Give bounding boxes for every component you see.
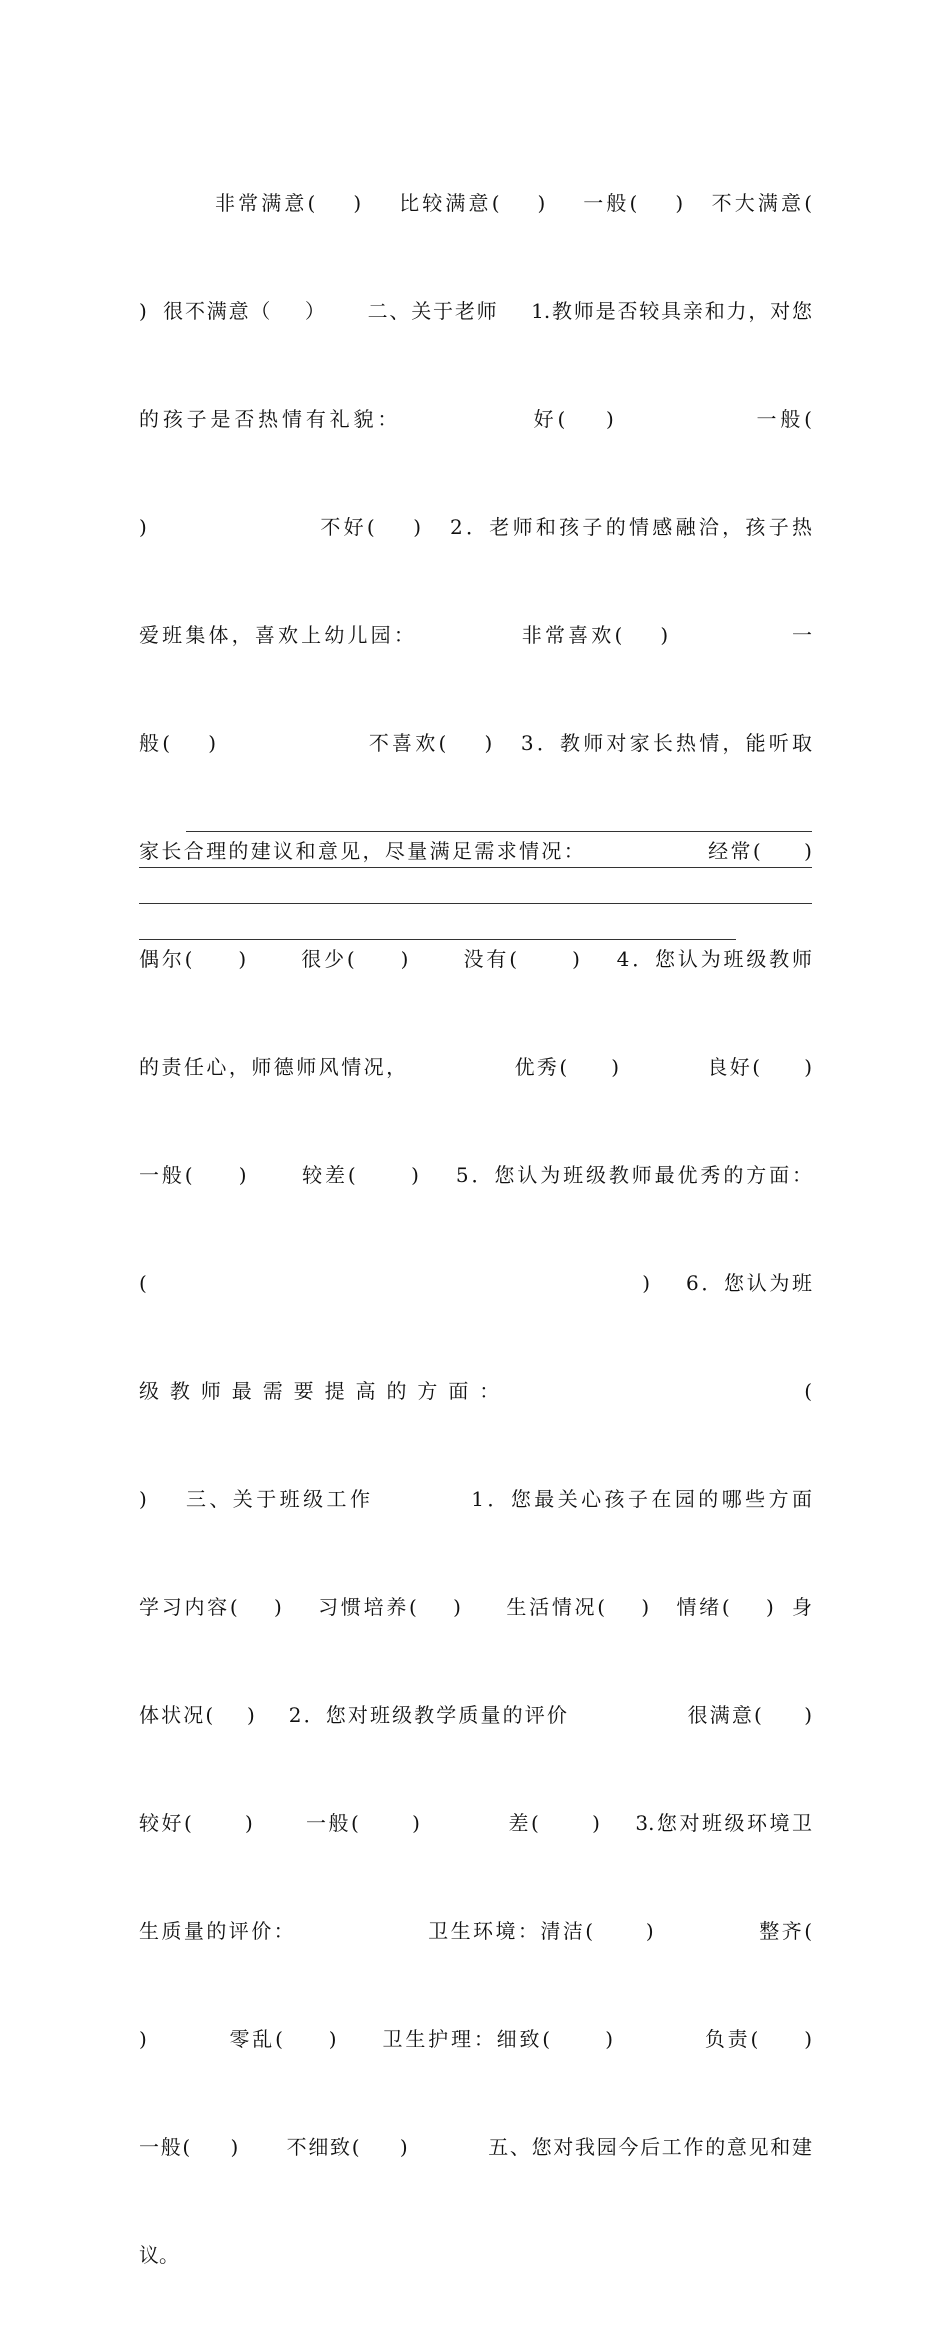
answer-line [139,939,736,940]
text-line: ) 三、关于班级工作 1．您最关心孩子在园的哪些方面 [139,1487,812,1511]
text-line: 体状况( ) 2．您对班级教学质量的评价 很满意( ) [139,1703,812,1727]
text-line: 级 教 师 最 需 要 提 高 的 方 面 ： ( [139,1379,812,1403]
text-line: 较好( ) 一般( ) 差( ) 3.您对班级环境卫 [139,1811,812,1835]
text-line: 一般( ) 不细致( ) 五、您对我园今后工作的意见和建 [139,2135,812,2159]
text-line: 生质量的评价： 卫生环境：清洁( ) 整齐( [139,1919,812,1943]
text-line: ) 零乱( ) 卫生护理：细致( ) 负责( ) [139,2027,812,2051]
text-line: 般( ) 不喜欢( ) 3．教师对家长热情，能听取 [139,731,812,755]
answer-line [139,903,812,904]
text-line: ( ) 6．您认为班 [139,1271,812,1295]
document-body [139,113,812,2345]
text-line: 的责任心，师德师风情况， 优秀( ) 良好( ) [139,1055,812,1079]
text-line: 议。 [139,2243,179,2267]
text-line: 爱班集体，喜欢上幼儿园： 非常喜欢( ) 一 [139,623,812,647]
text-line: 家长合理的建议和意见，尽量满足需求情况： 经常( ) [139,839,812,863]
text-line: 一般( ) 较差( ) 5．您认为班级教师最优秀的方面： [139,1163,812,1187]
answer-line [186,831,812,832]
text-line: 的孩子是否热情有礼貌： 好( ) 一般( [139,407,812,431]
text-line: ) 很不满意（ ） 二、关于老师 1.教师是否较具亲和力，对您 [139,299,812,323]
text-line: 非常满意( ) 比较满意( ) 一般( ) 不大满意( [139,191,812,215]
text-line: 偶尔( ) 很少( ) 没有( ) 4．您认为班级教师 [139,947,812,971]
text-line: ) 不好( ) 2．老师和孩子的情感融洽，孩子热 [139,515,812,539]
text-line: 学习内容( ) 习惯培养( ) 生活情况( ) 情绪( ) 身 [139,1595,812,1619]
answer-line [139,867,812,868]
